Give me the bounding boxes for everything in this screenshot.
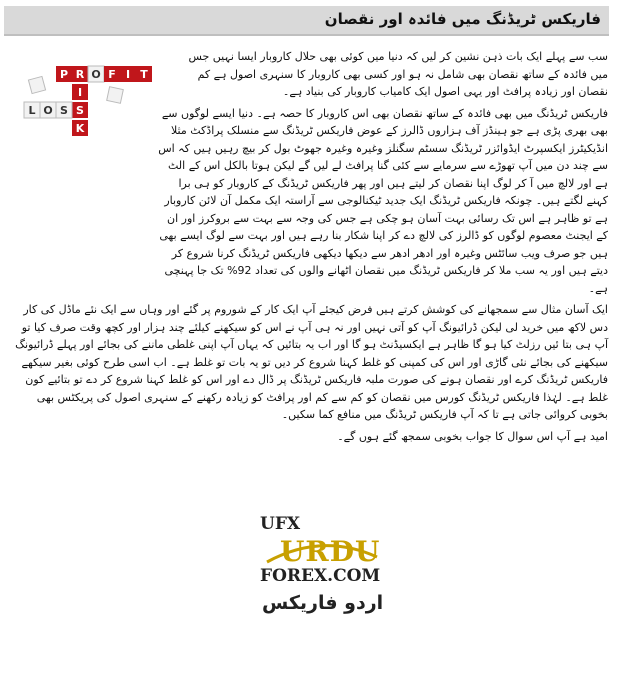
svg-text:O: O: [43, 104, 53, 117]
paragraph-intro: سب سے پہلے ایک بات ذہن نشین کر لیں کہ دنیا میں کوئی بھی حلال کاروبار ایسا نہیں جس میں فائدہ کے ساتھ نقصان بھی شامل نہ ہو اور کسی بھی کاروبار کا سنہری اصول ہے کم نقصان اور زیادہ پرافٹ اور یہی اصول ایک کامیاب کاروبار کی بنیاد ہے۔: [188, 50, 608, 98]
svg-text:K: K: [75, 122, 85, 135]
paragraph-closing: امید ہے آپ اس سوال کا جواب بخوبی سمجھ گئے ہوں گے۔: [337, 429, 608, 443]
svg-text:I: I: [77, 86, 83, 99]
logo-ufx-text: UFX: [260, 514, 301, 534]
logo-urdu-text: URDU: [280, 535, 381, 568]
svg-text:O: O: [91, 68, 101, 81]
svg-text:L: L: [28, 104, 36, 117]
article-header: [4, 6, 609, 34]
svg-text:P: P: [59, 68, 69, 81]
article-title: فاریکس ٹریڈنگ میں فائدہ اور نقصان: [324, 10, 601, 28]
logo-forex-text: FOREX.COM: [260, 566, 381, 586]
svg-text:F: F: [108, 68, 116, 81]
svg-text:R: R: [75, 68, 85, 81]
svg-text:I: I: [125, 68, 131, 81]
paragraph-fraud: فاریکس ٹریڈنگ میں بھی فائدہ کے ساتھ نقصان بھی اس کاروبار کا حصہ ہے۔ دنیا ایسے لوگوں سے بھی بھری پڑی ہے جو ہینڈز آف ہزاروں ڈالرز کے عوض فاریکس ٹریڈنگ سے منسلک پراڈکٹ مثلا انڈیکیٹرز ایکسپرٹ ایڈوائزر ٹریڈنگ سسٹم سگنلز وغیرہ وغیرہ جھوٹ بول کر بیچ رہیں ہیں کہ اس سے چند دن میں آپ تھوڑے سے سرمایے سے کئی گنا پرافٹ لے لیں گے لیکن ہوتا بالکل اس کے الٹ ہے اور لالچ میں آ کر لوگ اپنا نقصان کر لیتے ہیں اور پھر فاریکس ٹریڈنگ کے کاروبار کو ہی برا کہنے لگتے ہیں۔ چونکہ فاریکس ٹریڈنگ ایک جدید ٹیکنالوجی سے آراستہ ایک مکمل آن لائن کاروبار ہے تو ظاہر ہے اس تک رسائی بہت آسان ہو چکی ہے جس کی وجہ سے بہت سے بروکرز اور ان کے ایجنٹ معصوم لوگوں کو ڈالرز کی لالچ دے کر اپنا شکار بنا رہے ہیں اور بہت سے لوگ ایسے بھی ہیں جو صرف ویب سائٹس وغیرہ اور ادھر ادھر سے دیکھا دیکھی فاریکس ٹریڈنگ کرنا شروع کر دیتے ہیں اور یہ سب ملا کر فاریکس ٹریڈنگ میں نقصان اٹھانے والوں کی تعداد 92% تک جا پہنچی ہے۔: [158, 106, 608, 295]
article-body: [8, 48, 608, 449]
header-divider: [4, 34, 609, 36]
svg-text:S: S: [60, 104, 68, 117]
svg-text:T: T: [140, 68, 148, 81]
svg-text:S: S: [76, 104, 84, 117]
paragraph-example: ایک آسان مثال سے سمجھانے کی کوشش کرتے ہیں فرض کیجئے آپ ایک کار کے شوروم پر گئے اور وہاں سے ایک نئے ماڈل کی کار دس لاکھ میں خرید لی لیکن ڈرائیونگ آپ کو آتی نہیں اور نہ ہی آپ نے اس کو سیکھنے کیلئے چند ہزار اور کچھ وقت صرف کیا تو آپ ہی بتا ئیں رزلٹ کیا ہو گا ظاہر ہے ایکسیڈنٹ ہو گا اور اب یہ بتائیں کہ یہاں آپ اپنی غلطی ماننے کی بجائے اور پہلے ڈرائیونگ سیکھنے کی بجائے نئی گاڑی اور اس کی کمپنی کو غلط کہنا شروع کر دیں تو یہ بات تو غلط ہے۔ اب اسی طرح کوئی بغیر سیکھے فاریکس ٹریڈنگ کرے اور نقصان ہونے کی صورت ملبہ فاریکس ٹریڈنگ پر ڈال دے اور اس کو غلط کہنا شروع کر دے تو بتائیے کون غلط ہے۔ لہٰذا فاریکس ٹریڈنگ کورس میں نقصان کو کم سے کم اور پرافٹ کو زیادہ رکھنے کے سنہری اصول کی پریکٹس بھی بخوبی کروائی جاتی ہے تا کہ آپ فاریکس ٹریڈنگ میں منافع کما سکیں۔: [15, 303, 608, 421]
logo-urdu-script-text: اردو فاریکس: [262, 592, 384, 614]
